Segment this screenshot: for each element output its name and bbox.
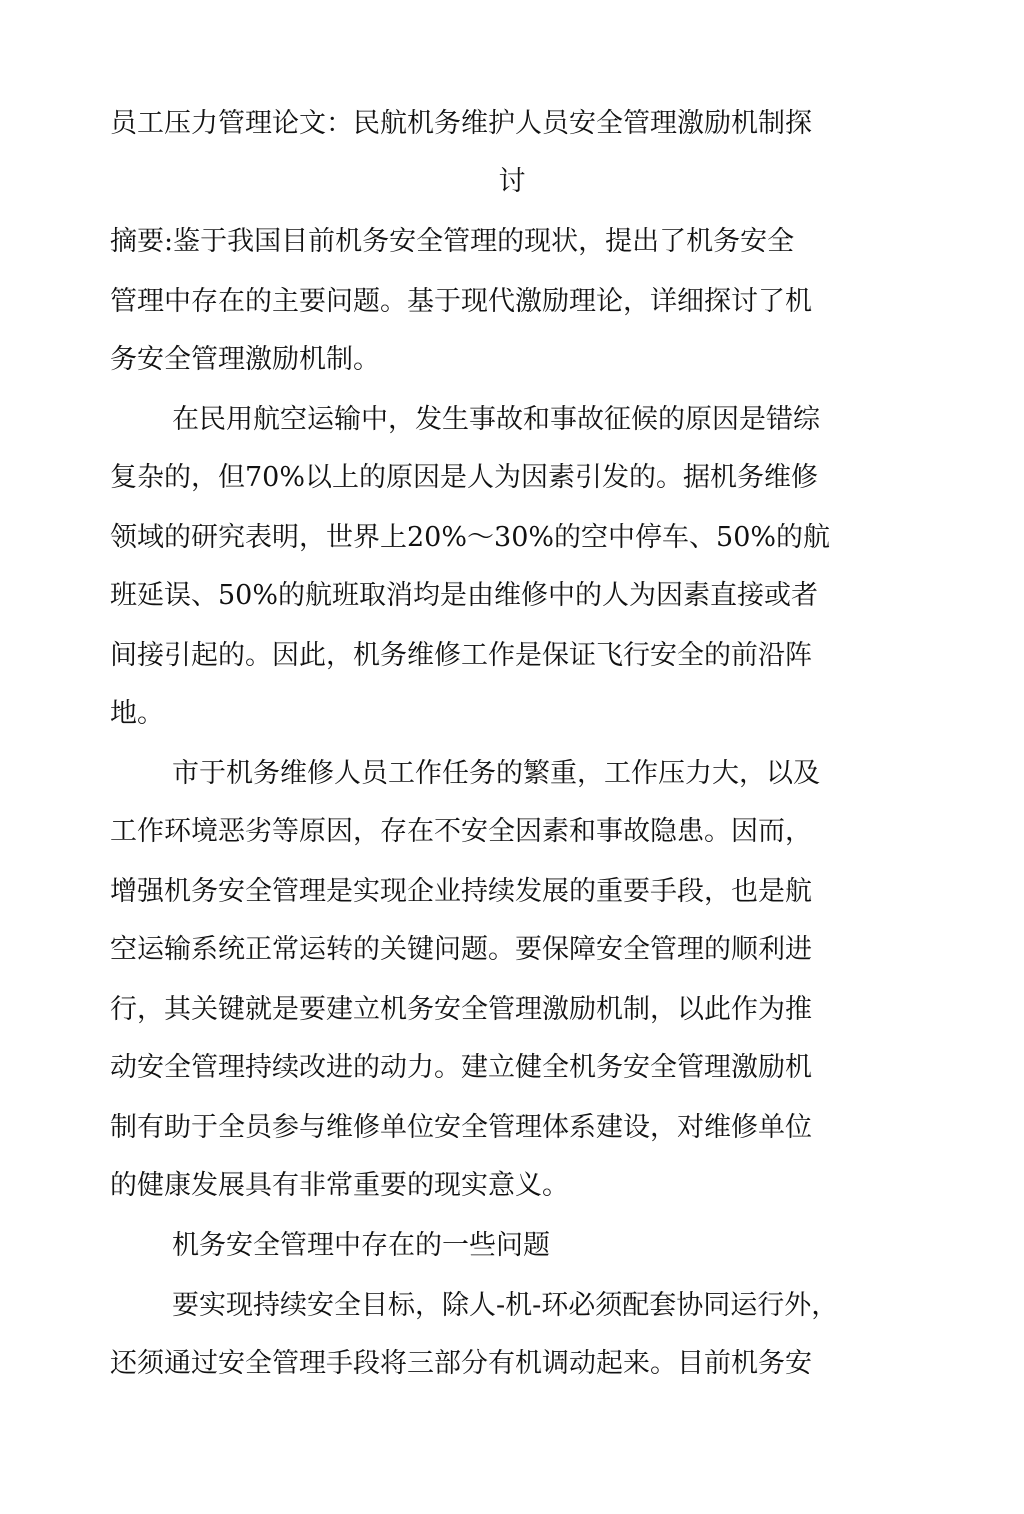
paragraph-line: 间接引起的。因此，机务维修工作是保证飞行安全的前沿阵 (110, 640, 812, 671)
paragraph-line: 领域的研究表明，世界上20%～30%的空中停车、50%的航 (110, 522, 831, 553)
abstract-line: 管理中存在的主要问题。基于现代激励理论，详细探讨了机 (110, 286, 812, 317)
paragraph-line: 要实现持续安全目标，除人-机-环必须配套协同运行外， (172, 1290, 839, 1321)
paragraph-line: 工作环境恶劣等原因，存在不安全因素和事故隐患。因而， (110, 816, 812, 847)
abstract-line: 务安全管理激励机制。 (110, 344, 380, 375)
section-heading: 机务安全管理中存在的一些问题 (172, 1230, 550, 1261)
paragraph-line: 的健康发展具有非常重要的现实意义。 (110, 1170, 569, 1201)
title-line-1: 员工压力管理论文：民航机务维护人员安全管理激励机制探 (110, 108, 812, 139)
paragraph-line: 市于机务维修人员工作任务的繁重，工作压力大，以及 (172, 758, 820, 789)
paragraph-line: 在民用航空运输中，发生事故和事故征候的原因是错综 (172, 404, 820, 435)
title-line-2: 讨 (498, 166, 526, 197)
paragraph-line: 复杂的，但70%以上的原因是人为因素引发的。据机务维修 (110, 462, 819, 493)
paragraph-line: 增强机务安全管理是实现企业持续发展的重要手段，也是航 (110, 876, 812, 907)
paragraph-line: 空运输系统正常运转的关键问题。要保障安全管理的顺利进 (110, 934, 812, 965)
abstract-line: 摘要:鉴于我国目前机务安全管理的现状，提出了机务安全 (110, 226, 795, 257)
paragraph-line: 行，其关键就是要建立机务安全管理激励机制，以此作为推 (110, 994, 812, 1025)
paragraph-line: 班延误、50%的航班取消均是由维修中的人为因素直接或者 (110, 580, 819, 611)
paragraph-line: 地。 (110, 698, 164, 729)
paragraph-line: 制有助于全员参与维修单位安全管理体系建设，对维修单位 (110, 1112, 812, 1143)
paragraph-line: 还须通过安全管理手段将三部分有机调动起来。目前机务安 (110, 1348, 812, 1379)
paragraph-line: 动安全管理持续改进的动力。建立健全机务安全管理激励机 (110, 1052, 812, 1083)
